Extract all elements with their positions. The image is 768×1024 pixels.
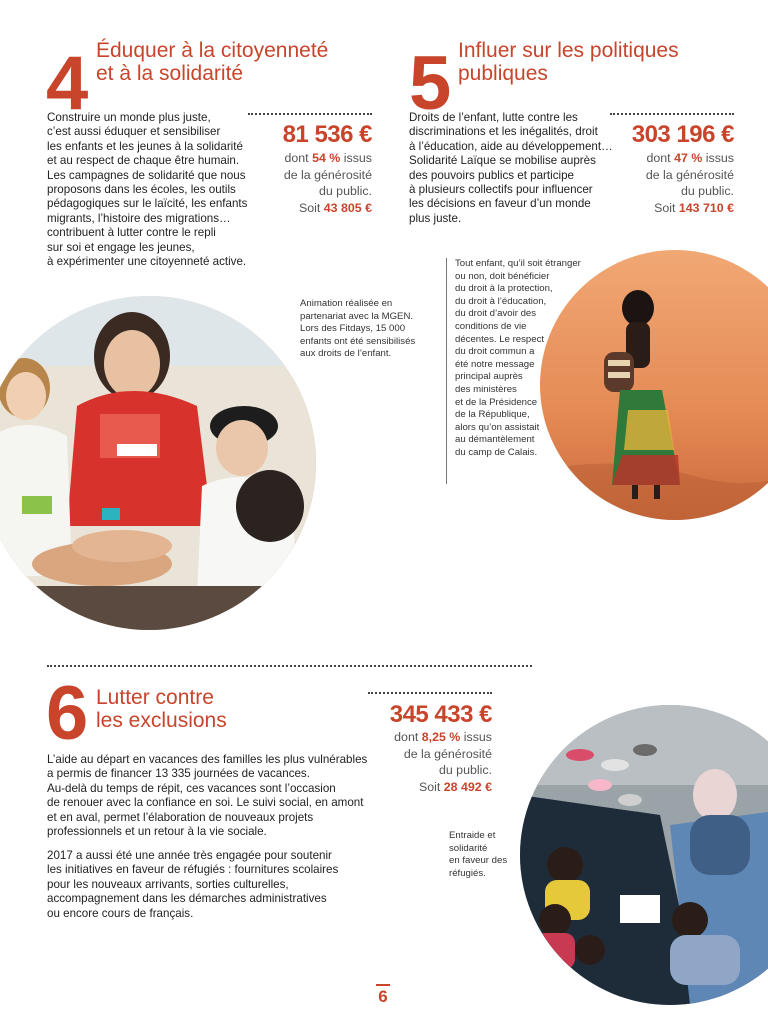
body-line: Solidarité Laïque se mobilise auprès [409, 154, 596, 168]
section-4-caption [300, 298, 440, 361]
page-number: 6 [378, 987, 388, 1006]
section-4-title-line2: et à la solidarité [96, 62, 244, 85]
soit-amount: 143 710 € [678, 200, 734, 215]
soit-label: Soit [298, 200, 321, 215]
section-6-amount: 345 433 € [389, 701, 492, 728]
caption-line: décentes. Le respect [455, 333, 545, 345]
refugees-photo-illustration [520, 705, 768, 1005]
section-5-divider [610, 113, 734, 115]
caption-line: été notre message [455, 358, 535, 370]
stat-line3: du public. [680, 184, 734, 198]
stat-percent: 54 % [312, 151, 341, 165]
caption-line: aux droits de l’enfant. [300, 348, 392, 360]
stat-prefix: dont [646, 151, 671, 165]
section-4-title [96, 39, 396, 85]
children-photo-circle [0, 296, 316, 630]
caption-line: au démantèlement [455, 434, 535, 446]
body-line: L’aide au départ en vacances des familles les plus vulnérables [47, 753, 368, 766]
stat-prefix: dont [284, 151, 309, 165]
stat-percent: 47 % [674, 151, 703, 165]
caption-line: en faveur des [449, 855, 508, 867]
stat-suffix: issus [705, 151, 734, 165]
page-number-mark [376, 984, 390, 986]
caption-line: de la République, [455, 409, 530, 421]
section-5-title-line1: Influer sur les politiques [458, 39, 679, 62]
body-line: professionnels et un retour à la vie sociale. [47, 825, 267, 839]
caption-line: Lors des Fitdays, 15 000 [300, 323, 406, 335]
body-line: pédagogiques sur le laïcité, les enfants [47, 197, 248, 211]
caption-line: du camp de Calais. [455, 446, 538, 458]
caption-line: Entraide et [449, 830, 496, 841]
caption-line: Animation réalisée en [300, 298, 393, 309]
stat-line2: de la générosité [645, 167, 734, 182]
body-line: sur soi et engage les jeunes, [47, 240, 195, 254]
section-4-amount: 81 536 € [282, 121, 372, 148]
body-line: migrants, l’histoire des migrations… [47, 211, 231, 225]
body-line: les initiatives en faveur de réfugiés : fournitures scolaires [47, 863, 339, 877]
stat-percent: 8,25 % [421, 730, 461, 744]
caption-line: réfugiés. [449, 867, 486, 879]
body-line: à plusieurs collectifs pour influencer [409, 183, 593, 197]
caption-line: du droit à la protection, [455, 283, 553, 295]
section-4-divider [248, 113, 372, 115]
caption-line: alors qu’on assistait [455, 421, 540, 433]
section-5-title-line2: publiques [458, 62, 548, 85]
section-6-title [96, 686, 336, 732]
section-4-number: 4 [46, 41, 89, 126]
section-6-number: 6 [46, 671, 89, 756]
soit-label: Soit [654, 200, 676, 215]
soit-label: Soit [418, 779, 441, 794]
body-line: discriminations et les inégalités, droit [409, 125, 598, 139]
stat-suffix: issus [343, 151, 372, 165]
section-4-stats [232, 150, 372, 216]
section-5-number: 5 [409, 41, 452, 126]
caption-line: des ministères [455, 383, 517, 395]
section-6-body-2 [47, 849, 377, 921]
body-line: pour les nouveaux arrivants, sorties culturelles, [47, 877, 289, 891]
soit-amount: 43 805 € [323, 200, 372, 215]
body-line: 2017 a aussi été une année très engagée pour soutenir [47, 849, 332, 862]
body-line: Au-delà du temps de répit, ces vacances sont l’occasion [47, 781, 336, 795]
body-line: les enfants et les jeunes à la solidarité [47, 139, 243, 153]
caption-line: enfants ont été sensibilisés [300, 335, 416, 347]
stat-prefix: dont [394, 730, 419, 744]
body-line: des pouvoirs publics et participe [409, 168, 574, 182]
caption-line: Tout enfant, qu’il soit étranger [455, 258, 581, 269]
body-line: plus juste. [409, 211, 462, 225]
section-5-amount: 303 196 € [631, 121, 734, 148]
caption-line: du droit commun a [455, 346, 535, 358]
section-5-body [409, 111, 619, 226]
body-line: Les campagnes de solidarité que nous [47, 168, 246, 182]
caption-line: et de la Présidence [455, 396, 538, 408]
body-line: et au respect de chaque être humain. [47, 154, 240, 168]
body-line: accompagnement dans les démarches administratives [47, 892, 327, 906]
stat-line2: de la générosité [283, 167, 372, 182]
caption-line: partenariat avec la MGEN. [300, 310, 414, 322]
section-6-divider [368, 692, 492, 694]
children-photo-illustration [0, 296, 316, 630]
stat-line2: de la générosité [403, 746, 492, 761]
section-6-title-line2: les exclusions [96, 709, 227, 732]
caption-line: du droit d’avoir des [455, 308, 537, 320]
stat-line3: du public. [318, 184, 372, 198]
section-6-top-divider [47, 665, 532, 667]
body-line: et en aval, permet l’élaboration de nouveaux projets [47, 810, 314, 824]
body-line: Construire un monde plus juste, [47, 111, 211, 124]
body-line: a permis de financer 13 335 journées de vacances. [47, 767, 310, 781]
section-4-title-line1: Éduquer à la citoyenneté [96, 39, 329, 62]
caption-line: principal auprès [455, 371, 523, 383]
body-line: Droits de l’enfant, lutte contre les [409, 111, 578, 124]
body-line: c’est aussi éduquer et sensibiliser [47, 125, 221, 139]
body-line: ou encore cours de français. [47, 906, 194, 920]
body-line: contribuent à lutter contre le repli [47, 226, 216, 240]
caption-line: ou non, doit bénéficier [455, 270, 550, 282]
section-6-caption [449, 830, 519, 880]
caption-line: solidarité [449, 842, 488, 854]
body-line: proposons dans les écoles, les outils [47, 183, 236, 197]
section-5-title [458, 39, 758, 85]
body-line: à expérimenter une citoyenneté active. [47, 255, 247, 269]
body-line: les décisions en faveur d’un monde [409, 197, 591, 211]
caption-line: du droit à l’éducation, [455, 295, 547, 307]
section-5-stats [594, 150, 734, 216]
caption-line: conditions de vie [455, 320, 527, 332]
section-6-title-line1: Lutter contre [96, 686, 214, 709]
stat-suffix: issus [463, 730, 492, 744]
refugees-photo-circle [520, 705, 768, 1005]
section-5-caption-rule [446, 258, 447, 484]
section-6-body-1 [47, 753, 377, 839]
body-line: à l’éducation, aide au développement… [409, 139, 613, 153]
stat-line3: du public. [438, 763, 492, 777]
body-line: de renouer avec la confiance en soi. Le suivi social, en amont [47, 796, 364, 810]
soit-amount: 28 492 € [443, 779, 492, 794]
